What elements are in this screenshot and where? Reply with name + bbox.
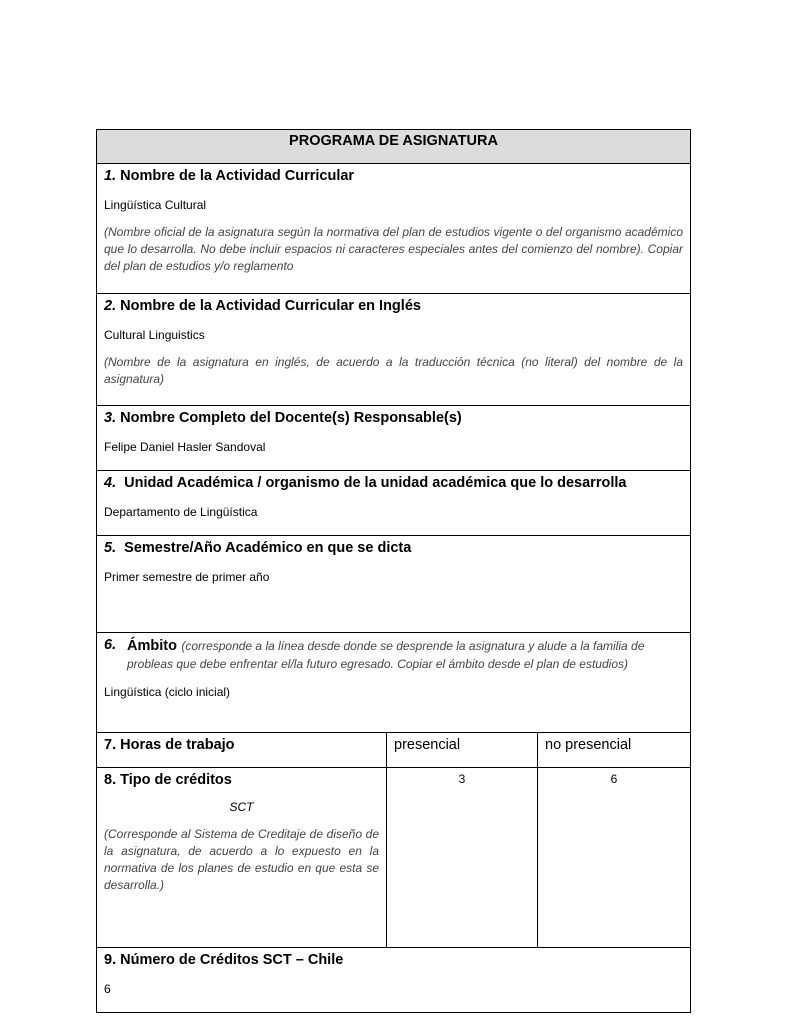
section-2-value: Cultural Linguistics <box>104 328 205 342</box>
section-1-note: (Nombre oficial de la asignatura según la normativa del plan de estudios vigente o del organismo académico que lo desarrolla. No debe incluir espacios ni caracteres especiales antes del comienzo del nombre). Copiar del plan de estudios y/o reglamento <box>104 225 683 273</box>
section-1-value: Lingüística Cultural <box>104 198 207 212</box>
presencial-credits: 3 <box>386 767 538 948</box>
section-5-value: Primer semestre de primer año <box>104 570 270 584</box>
section-6-note: (corresponde a la línea desde donde se desprende la asignatura y alude a la familia de probleas que debe enfrentar el/la futuro egresado. Copiar el ámbito desde el plan de estudios) <box>127 639 645 671</box>
section-5-title: 5. Semestre/Año Académico en que se dicta <box>104 540 412 556</box>
section-8-title: 8. Tipo de créditos <box>104 772 232 788</box>
section-9-title: 9. Número de Créditos SCT – Chile <box>104 952 344 968</box>
section-6 <box>96 632 691 733</box>
section-9 <box>96 947 691 1013</box>
section-3-value: Felipe Daniel Hasler Sandoval <box>104 440 266 454</box>
presencial-header: presencial <box>386 732 538 768</box>
section-9-value: 6 <box>104 982 111 996</box>
section-4 <box>96 470 691 536</box>
no-presencial-header: no presencial <box>537 732 691 768</box>
form-header: PROGRAMA DE ASIGNATURA <box>96 129 691 164</box>
section-5 <box>96 535 691 633</box>
section-2-note: (Nombre de la asignatura en inglés, de acuerdo a la traducción técnica (no literal) del nombre de la asignatura) <box>104 355 683 386</box>
section-3 <box>96 405 691 471</box>
section-7-title: 7. Horas de trabajo <box>104 737 235 753</box>
no-presencial-credits: 6 <box>537 767 691 948</box>
section-7-label <box>96 732 387 768</box>
section-8 <box>96 767 387 948</box>
section-6-title: Ámbito <box>127 638 177 654</box>
section-4-title: 4. Unidad Académica / organismo de la unidad académica que lo desarrolla <box>104 475 627 491</box>
section-1 <box>96 163 691 294</box>
section-6-number: 6. <box>104 637 117 653</box>
section-1-title: 1. Nombre de la Actividad Curricular <box>104 168 355 184</box>
section-6-value: Lingüística (ciclo inicial) <box>104 685 231 699</box>
section-2 <box>96 293 691 406</box>
section-4-value: Departamento de Lingüística <box>104 505 258 519</box>
section-8-note: (Corresponde al Sistema de Creditaje de diseño de la asignatura, de acuerdo a lo expuesto en la normativa de los planes de estudio en que esta se desarrolla.) <box>104 827 379 892</box>
section-2-title: 2. Nombre de la Actividad Curricular en Inglés <box>104 298 421 314</box>
credit-type: SCT <box>229 800 254 814</box>
section-3-title: 3. Nombre Completo del Docente(s) Responsable(s) <box>104 410 462 426</box>
